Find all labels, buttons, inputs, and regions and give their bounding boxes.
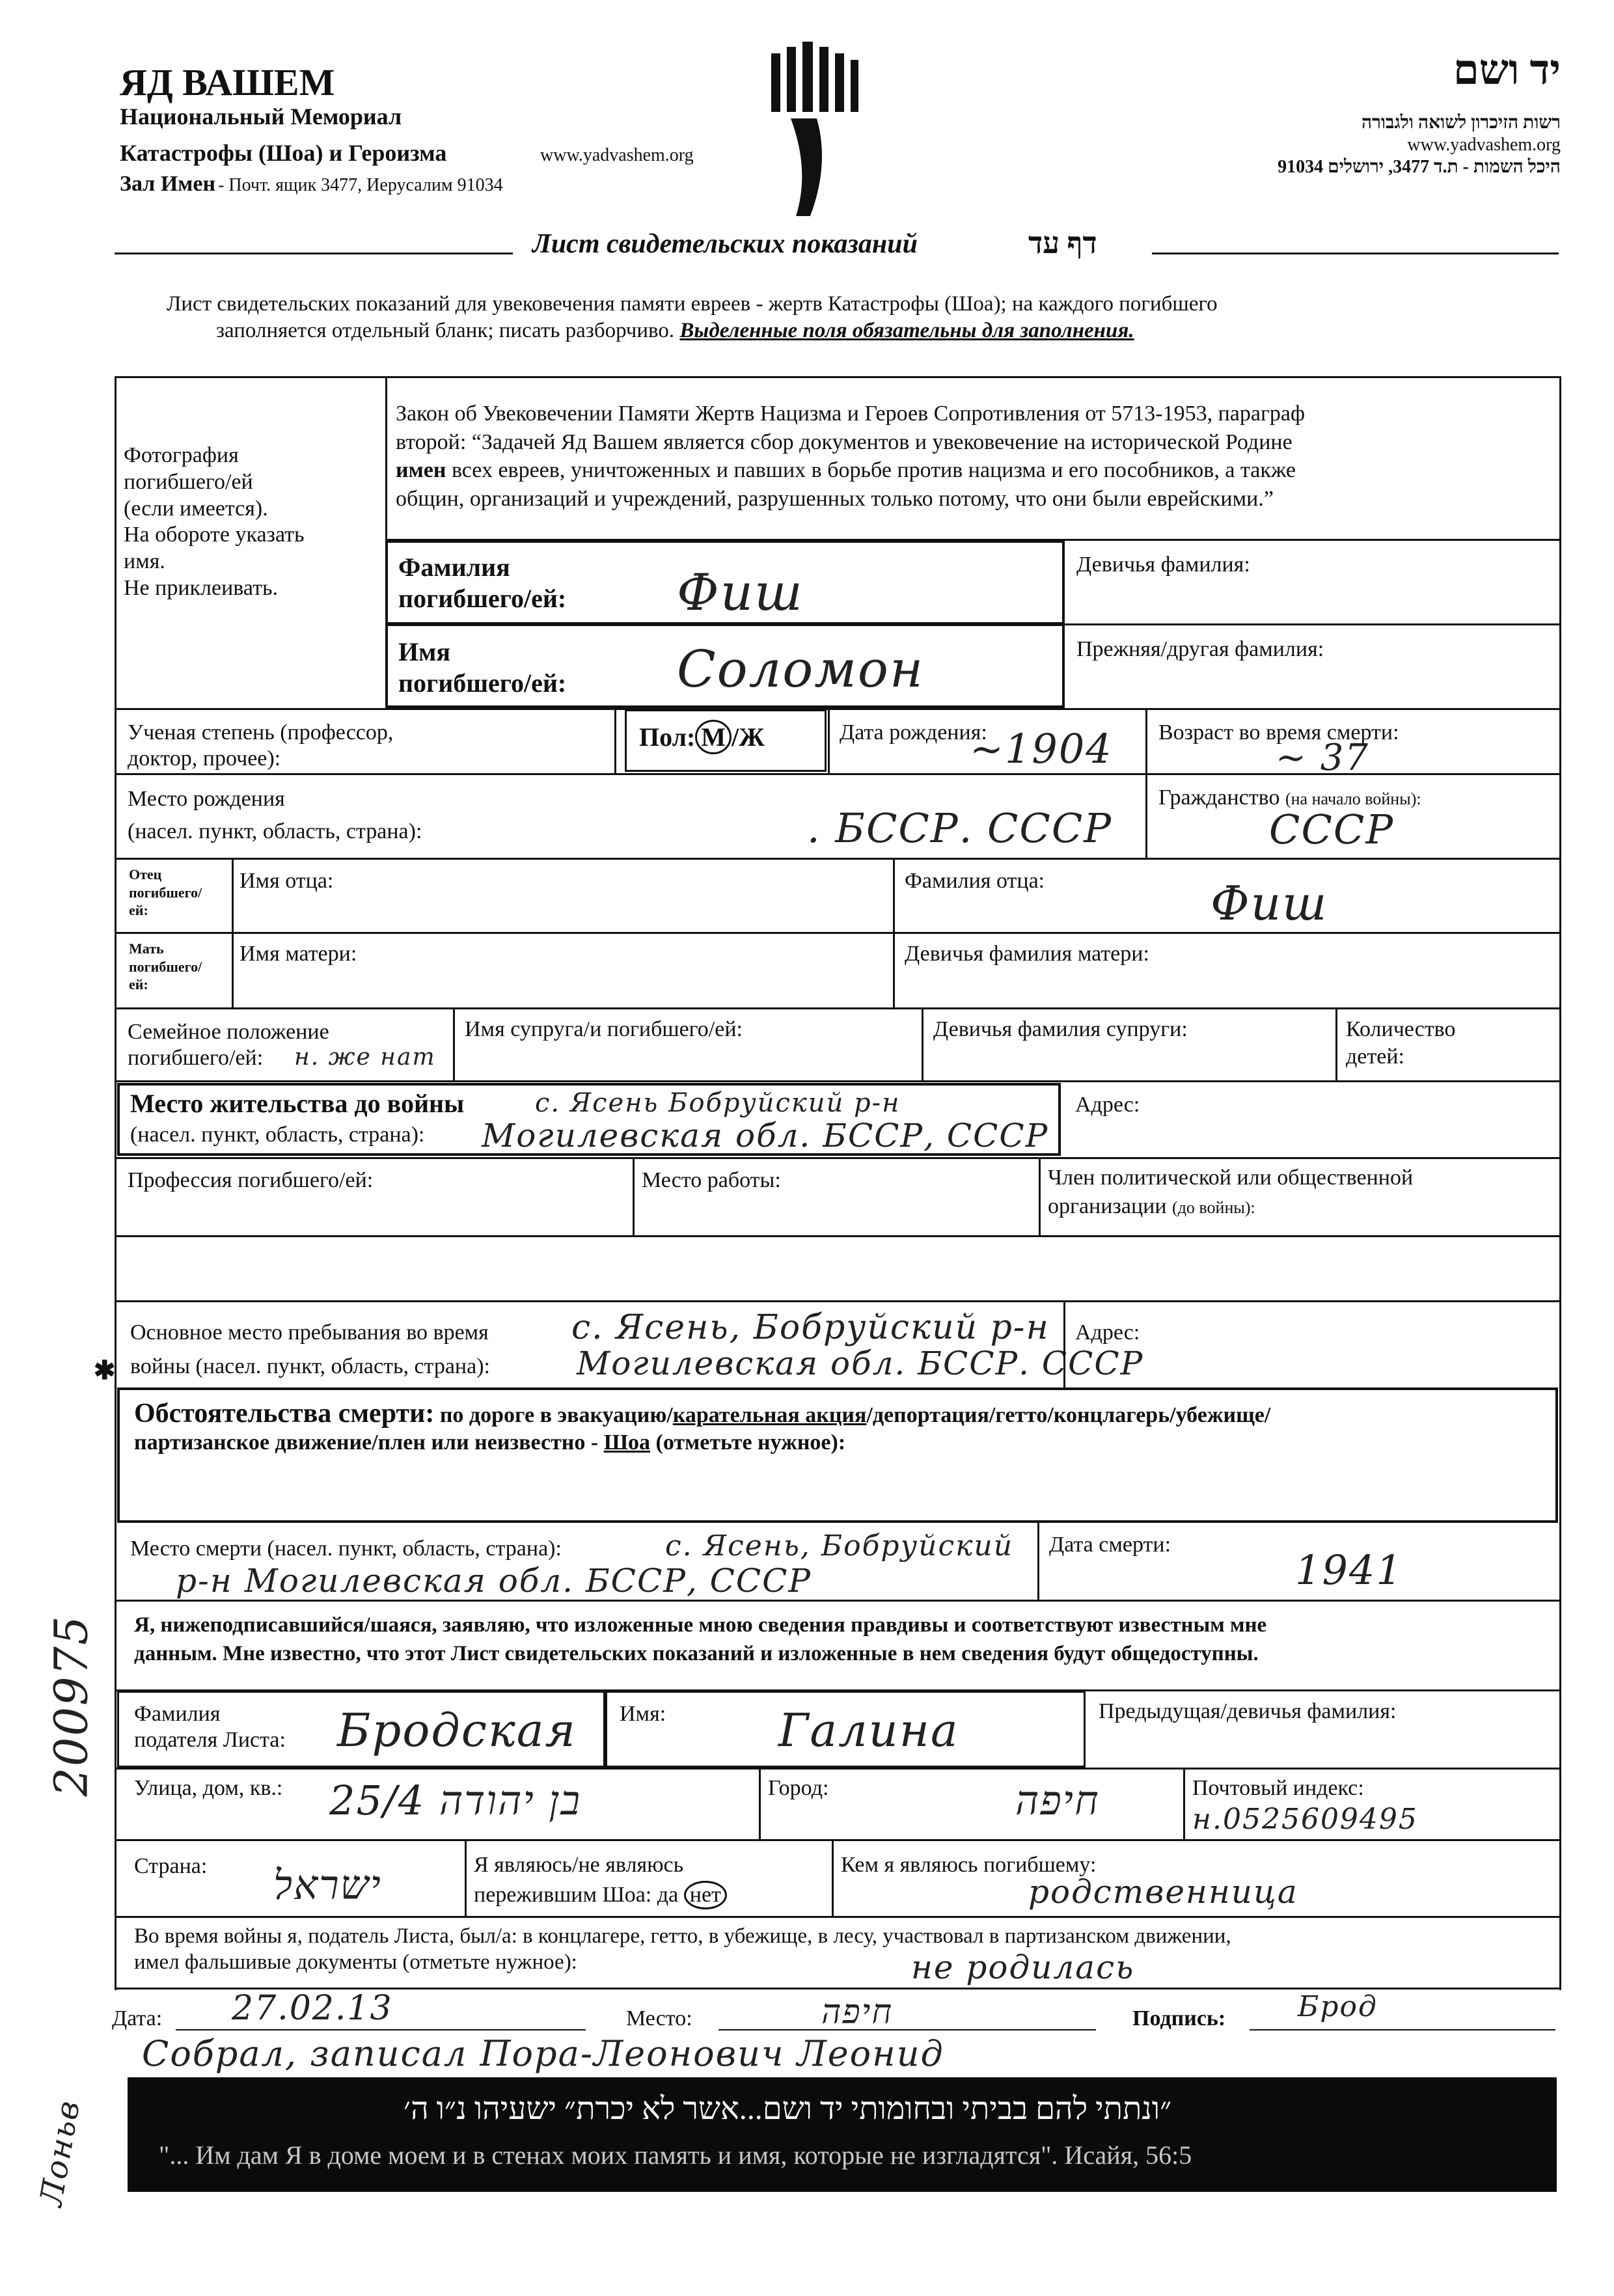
- death-place-value-1: с. Ясень, Бобруйский: [665, 1529, 1014, 1563]
- survivor-yes-option[interactable]: да: [657, 1883, 679, 1907]
- birthdate-sep: [1145, 708, 1147, 858]
- frame-right: [1559, 376, 1561, 1990]
- member-label-2: [1048, 1194, 1255, 1220]
- surname-value: Фиш: [677, 564, 804, 622]
- birthplace-label-1: Место рождения: [128, 787, 285, 811]
- law-line3-rest: всех евреев, уничтоженных и павших в борьбе против нацизма и его пособников, а также: [451, 458, 1296, 483]
- street-value: 25/4 בן יהודה: [329, 1777, 582, 1824]
- ru-org-line3: Катастрофы (Шоа) и Героизма: [120, 140, 447, 166]
- country-value: ישראל: [273, 1861, 382, 1909]
- death-date-value: 1941: [1295, 1546, 1403, 1594]
- member-note: (до войны):: [1172, 1198, 1255, 1217]
- city-sep: [1183, 1768, 1185, 1839]
- date-value: 27.02.13: [232, 1989, 393, 2028]
- children-sep: [1335, 1007, 1337, 1080]
- marital-sep: [453, 1007, 455, 1080]
- row-wartime-top: [115, 1300, 1559, 1302]
- children-label-1: Количество: [1346, 1017, 1456, 1041]
- first-name-label-1: Имя: [398, 637, 450, 666]
- intro-line1: Лист свидетельских показаний для увековечения памяти евреев - жертв Катастрофы (Шоа); на каждого погибшего: [167, 292, 1218, 316]
- law-line1: Закон об Увековечении Памяти Жертв Нацизма и Героев Сопротивления от 5713-1953, параграф: [396, 402, 1306, 426]
- death-place-label: Место смерти (насел. пункт, область, страна):: [130, 1537, 562, 1561]
- death-circ-line2: [134, 1430, 845, 1455]
- website-right[interactable]: www.yadvashem.org: [1407, 135, 1561, 155]
- maiden-row-bottom: [1065, 623, 1559, 625]
- surname-label-2: погибшего/ей:: [398, 584, 567, 613]
- row-degree-top: [115, 708, 1559, 710]
- row-residence-top: [115, 1080, 1559, 1082]
- row-mother-top: [115, 932, 1559, 934]
- law-names-bold: имен: [396, 458, 446, 483]
- row-war-top: [115, 1916, 1559, 1918]
- profession-label: Профессия погибшего/ей:: [128, 1168, 374, 1192]
- mother-side-3: ей:: [129, 976, 148, 992]
- children-label-2: детей:: [1346, 1045, 1404, 1069]
- frame-top: [115, 376, 1559, 378]
- marital-label-1: Семейное положение: [128, 1020, 329, 1044]
- photo-line3: (если имеется).: [124, 496, 268, 521]
- row-street-top: [115, 1768, 1559, 1770]
- zip-value: н.0525609495: [1192, 1803, 1418, 1836]
- signature-line: [1250, 2029, 1555, 2030]
- signature-label: Подпись:: [1132, 2006, 1226, 2030]
- member-label-main: организации: [1048, 1194, 1167, 1218]
- ru-title: ЯД ВАШЕМ: [120, 61, 335, 103]
- father-side-label: [129, 866, 202, 920]
- row-father-top: [115, 858, 1559, 860]
- war-value: не родилась: [911, 1948, 1135, 1986]
- sheet-title-he: דף עד: [1028, 226, 1097, 260]
- war-label-2: имел фальшивые документы (отметьте нужное):: [134, 1950, 577, 1974]
- city-value: חיפה: [1015, 1777, 1100, 1824]
- country-sep: [465, 1839, 467, 1916]
- hall-of-names: Зал Имен: [120, 172, 216, 196]
- submitter-surname-value: Бродская: [337, 1704, 577, 1757]
- gender-sep-right: [828, 708, 830, 773]
- father-side-3: ей:: [129, 902, 148, 918]
- residence-label-1: Место жительства до войны: [130, 1089, 465, 1118]
- mother-side-1: Мать: [129, 940, 164, 957]
- yad-vashem-logo-icon: [765, 40, 869, 223]
- war-label-1: Во время войны я, податель Листа, был/а: в концлагере, гетто, в убежище, в лесу, участвовал в партизанском движении,: [134, 1924, 1231, 1948]
- submitter-surname-label-1: Фамилия: [134, 1702, 221, 1726]
- survivor-label-2: [474, 1881, 727, 1909]
- footer-hebrew-quote: ״ונתתי להם בביתי ובחומותי יד ושם...אשר לא יכרת״ ישעיהו נ״ו ה׳: [404, 2092, 1172, 2126]
- relation-label: Кем я являюсь погибшему:: [841, 1853, 1097, 1877]
- citizenship-note: (на начало войны):: [1285, 789, 1421, 808]
- gender-female-option[interactable]: Ж: [739, 722, 765, 752]
- wartime-sep: [1063, 1300, 1065, 1387]
- death-circ-opt1: по дороге в эвакуацию/: [439, 1403, 673, 1427]
- age-value: ~ 37: [1276, 737, 1369, 779]
- row-marital-top: [115, 1007, 1559, 1009]
- spouse-sep: [922, 1007, 923, 1080]
- row-profession-top: [115, 1157, 1559, 1159]
- prev-name-label: Прежняя/другая фамилия:: [1076, 637, 1324, 661]
- residence-label-2: (насел. пункт, область, страна):: [130, 1123, 425, 1147]
- survivor-sep: [832, 1839, 834, 1916]
- workplace-label: Место работы:: [642, 1168, 781, 1192]
- maiden-name-label: Девичья фамилия:: [1076, 553, 1250, 577]
- declaration-line1: Я, нижеподписавшийся/шаяся, заявляю, что изложенные мною сведения правдивы и соответствуют известным мне: [134, 1613, 1267, 1637]
- title-rule-left: [115, 253, 513, 254]
- first-name-value: Соломон: [677, 640, 925, 699]
- residence-value-1: с. Ясень Бобруйский р-н: [535, 1088, 901, 1118]
- member-label-1: Член политической или общественной: [1048, 1166, 1414, 1190]
- birth-date-value: ~1904: [970, 725, 1113, 772]
- photo-line4: На обороте указать: [124, 523, 305, 547]
- mandatory-note: Выделенные поля обязательны для заполнения.: [679, 319, 1134, 342]
- death-circ-title: Обстоятельства смерти:: [134, 1399, 435, 1428]
- survivor-label-2-text: пережившим Шоа:: [474, 1883, 652, 1907]
- street-sep: [759, 1768, 761, 1839]
- margin-id-number: 200975: [44, 1615, 98, 1797]
- row-birthplace-top: [115, 773, 1559, 775]
- law-line4: общин, организаций и учреждений, разрушенных только потому, что они были еврейскими.”: [396, 486, 1274, 511]
- po-box-address: - Почт. ящик 3477, Иерусалим 91034: [218, 175, 503, 195]
- place-label: Место:: [626, 2006, 692, 2030]
- photo-box[interactable]: [124, 443, 377, 602]
- mother-side-label: [129, 940, 202, 994]
- row-blank-top: [115, 1235, 1559, 1237]
- survivor-label-1: Я являюсь/не являюсь: [474, 1853, 684, 1877]
- gender-sep: /: [732, 722, 739, 752]
- death-place-value-2: р-н Могилевская обл. БССР, СССР: [176, 1562, 812, 1600]
- gender-label: Пол:: [639, 722, 696, 752]
- collected-note: Собрал, записал Пора-Леонович Леонид: [142, 2033, 944, 2074]
- death-circ-opt2: /депортация/гетто/концлагерь/убежище/: [866, 1403, 1271, 1427]
- profession-sep: [633, 1157, 635, 1235]
- row-declaration-top: [115, 1600, 1559, 1602]
- survivor-no-option[interactable]: нет: [684, 1881, 727, 1909]
- surname-label-1: Фамилия: [398, 553, 510, 582]
- intro-line2-plain: заполняется отдельный бланк; писать разборчиво.: [216, 319, 675, 342]
- submitter-surname-label-2: подателя Листа:: [134, 1728, 286, 1752]
- place-value: חיפה: [821, 1993, 894, 2032]
- street-label: Улица, дом, кв.:: [134, 1776, 283, 1800]
- father-side-2: погибшего/: [129, 884, 202, 901]
- mother-side-2: погибшего/: [129, 958, 202, 975]
- photo-line5: имя.: [124, 549, 165, 574]
- spouse-name-label: Имя супруга/и погибшего/ей:: [465, 1017, 743, 1041]
- death-date-label: Дата смерти:: [1049, 1533, 1171, 1557]
- birth-date-label: Дата рождения:: [840, 720, 987, 745]
- residence-address-label: Адрес:: [1075, 1093, 1140, 1117]
- sheet-title: Лист свидетельских показаний: [532, 229, 918, 259]
- age-label: Возраст во время смерти:: [1158, 720, 1399, 745]
- photo-line1: Фотография: [124, 443, 239, 467]
- birthplace-value: . БССР. СССР: [807, 804, 1113, 852]
- workplace-sep: [1039, 1157, 1041, 1235]
- wartime-address-label: Адрес:: [1075, 1320, 1140, 1345]
- father-side-1: Отец: [129, 866, 162, 882]
- submitter-name-label: Имя:: [620, 1702, 666, 1726]
- residence-value-2: Могилевская обл. БССР, СССР: [482, 1117, 1049, 1155]
- father-surname-value: Фиш: [1210, 876, 1328, 931]
- death-circ-line1: [134, 1398, 1270, 1429]
- city-label: Город:: [768, 1776, 829, 1800]
- frame-left: [115, 376, 116, 1990]
- gender-male-option[interactable]: М: [695, 720, 732, 754]
- mother-name-label: Имя матери:: [239, 942, 357, 966]
- zip-label: Почтовый индекс:: [1192, 1776, 1364, 1800]
- signature-value: Брод: [1298, 1990, 1378, 2023]
- wartime-label-1: Основное место пребывания во время: [130, 1320, 489, 1345]
- gender-field: [639, 720, 765, 754]
- first-name-label-2: погибшего/ей:: [398, 668, 567, 698]
- law-text: [396, 400, 1305, 513]
- ru-org-line2: Национальный Мемориал: [120, 103, 402, 130]
- photo-line6: Не приклеивать.: [124, 575, 278, 600]
- country-label: Страна:: [134, 1854, 208, 1878]
- death-date-sep: [1037, 1523, 1039, 1600]
- spouse-maiden-label: Девичья фамилия супруги:: [933, 1017, 1188, 1041]
- margin-asterisk-icon: ✱: [94, 1356, 116, 1385]
- he-org-line2: רשות הזיכרון לשואה ולגבורה: [1361, 113, 1561, 133]
- margin-scribble: Лоньв: [33, 2097, 88, 2209]
- wartime-value-2: Могилевская обл. БССР. СССР: [577, 1345, 1144, 1382]
- row-country-top: [115, 1839, 1559, 1841]
- father-name-label: Имя отца:: [239, 869, 334, 893]
- death-circ-line2b: (отметьте нужное):: [655, 1430, 846, 1455]
- declaration-line2: данным. Мне известно, что этот Лист свидетельских показаний и изложенные в нем сведения будут общедоступны.: [134, 1642, 1259, 1665]
- marital-value: н. же нат: [294, 1044, 436, 1071]
- date-line: [176, 2029, 586, 2030]
- photo-line2: погибшего/ей: [124, 469, 253, 494]
- title-rule-right: [1152, 253, 1559, 254]
- date-label: Дата:: [112, 2006, 163, 2030]
- citizenship-label-main: Гражданство: [1158, 786, 1280, 810]
- father-surname-label: Фамилия отца:: [905, 869, 1045, 893]
- he-title: יד ושם: [1453, 47, 1561, 93]
- death-circ-shoa[interactable]: Шоа: [603, 1430, 651, 1455]
- degree-label-2: доктор, прочее):: [128, 746, 281, 771]
- degree-sep: [614, 708, 616, 773]
- wartime-value-1: с. Ясень, Бобруйский р-н: [571, 1308, 1050, 1347]
- citizenship-value: СССР: [1269, 806, 1395, 853]
- ru-org-line4: [120, 172, 503, 197]
- wartime-label-2: войны (насел. пункт, область, страна):: [130, 1354, 490, 1378]
- place-line: [718, 2029, 1096, 2030]
- relation-value: родственница: [1028, 1873, 1298, 1911]
- death-circ-line2a: партизанское движение/плен или неизвестно -: [134, 1430, 599, 1455]
- marital-label-2: погибшего/ей:: [128, 1046, 264, 1070]
- submitter-name-value: Галина: [778, 1704, 959, 1757]
- birthplace-label-2: (насел. пункт, область, страна):: [128, 819, 422, 843]
- degree-label-1: Ученая степень (профессор,: [128, 720, 394, 745]
- intro-line2: [216, 319, 1134, 343]
- death-circ-punitive[interactable]: карательная акция: [672, 1403, 867, 1427]
- footer-russian-quote: "... Им дам Я в доме моем и в стенах моих память и имя, которые не изгладятся". Исайя, 56:5: [159, 2140, 1192, 2170]
- submitter-prev-label: Предыдущая/девичья фамилия:: [1099, 1699, 1397, 1723]
- law-line3: [396, 456, 1305, 485]
- website-left[interactable]: www.yadvashem.org: [540, 145, 694, 165]
- law-line2: второй: “Задачей Яд Вашем является сбор документов и увековечение на исторической Родине: [396, 430, 1293, 454]
- he-org-line4: היכל השמות - ת.ד 3477, ירושלים 91034: [1278, 157, 1561, 177]
- mother-maiden-label: Девичья фамилия матери:: [905, 942, 1149, 966]
